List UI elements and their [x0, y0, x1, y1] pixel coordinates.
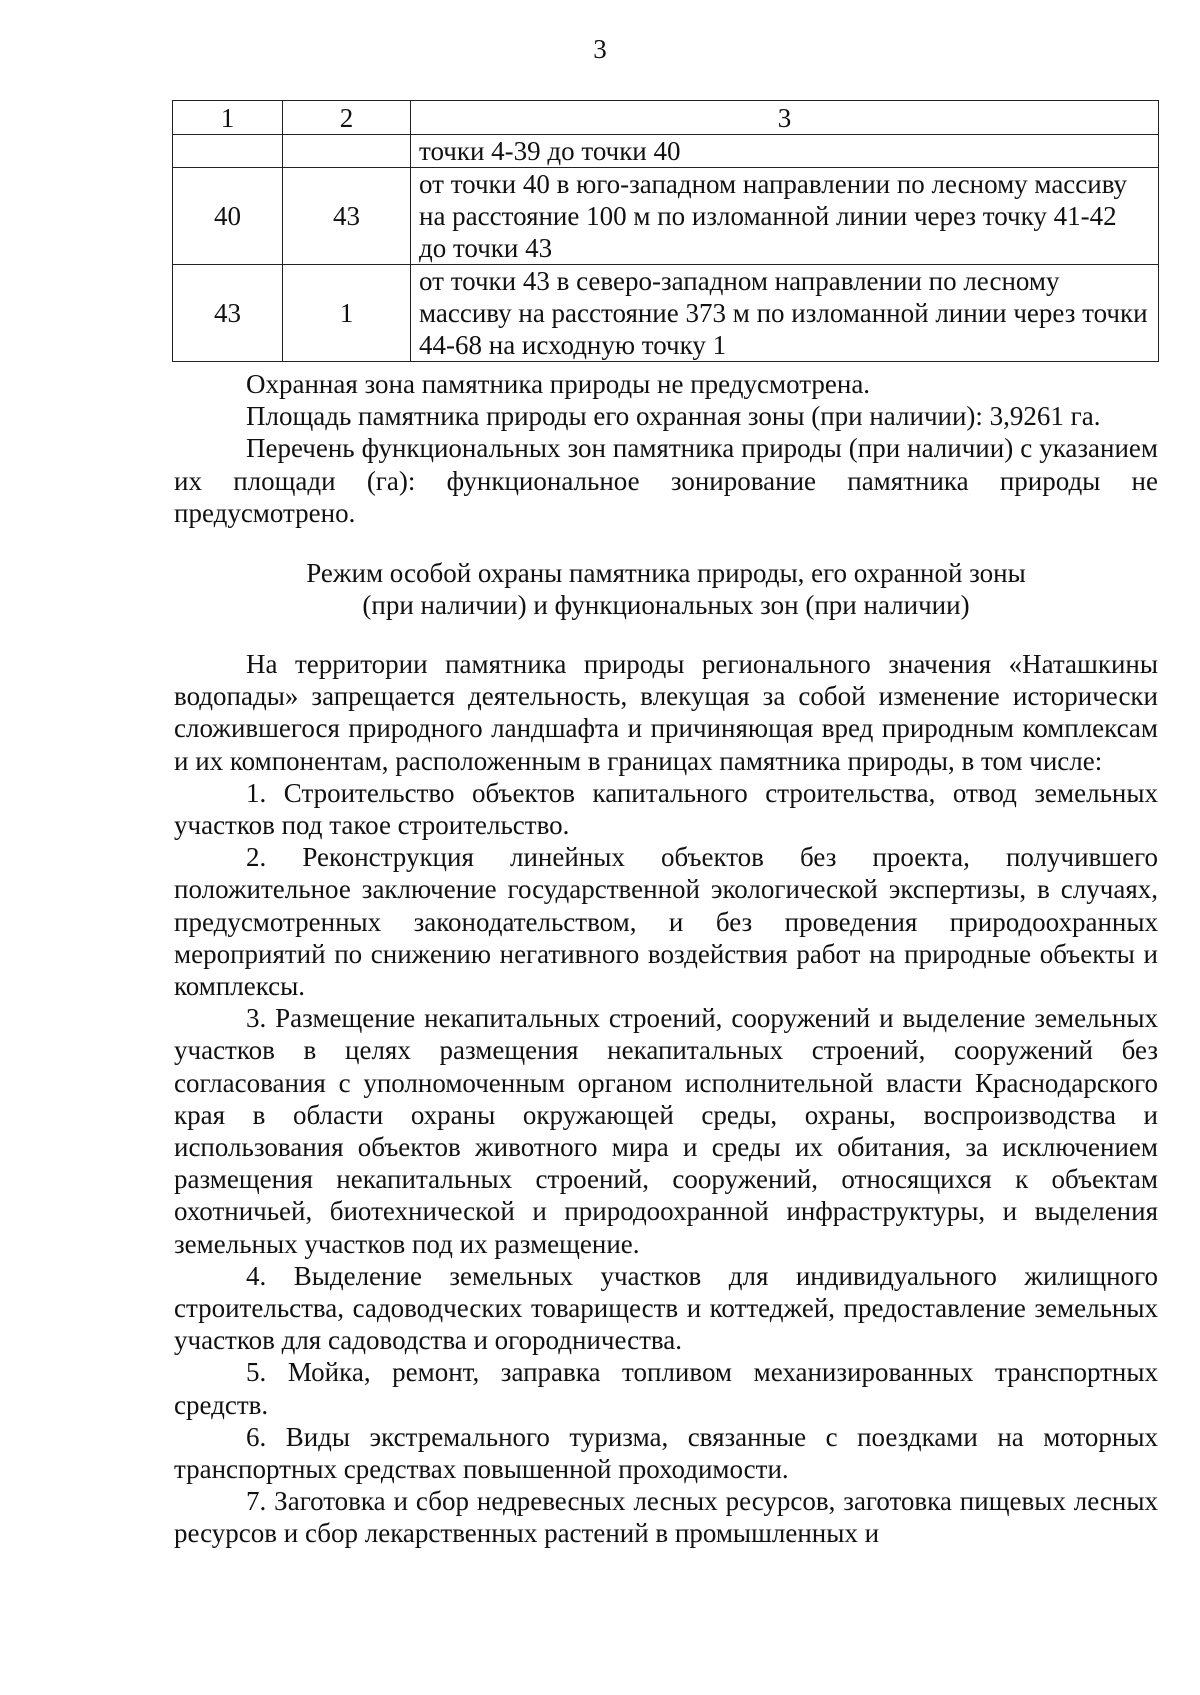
- paragraph: На территории памятника природы регионального значения «Наташкины водопады» запрещается деятельность, влекущая за собой изменение исторически сложившегося природного ландшафта и причиняющая вред природным комплексам и их компонентам, расположенным в границах памятника природы, в том числе:: [174, 649, 1158, 776]
- paragraph: 5. Мойка, ремонт, заправка топливом механизированных транспортных средств.: [174, 1357, 1158, 1420]
- table-header-cell: 1: [173, 101, 283, 135]
- paragraph: 3. Размещение некапитальных строений, сооружений и выделение земельных участков в целях размещения некапитальных строений, сооружений без согласования с уполномоченным органом исполнительной власти Краснодарского края в области охраны окружающей среды, охраны, воспроизводства и использования объектов животного мира и среды их обитания, за исключением размещения некапитальных строений, сооружений, относящихся к объектам охотничьей, биотехнической и природоохранной инфраструктуры, и выделения земельных участков под их размещение.: [174, 1003, 1158, 1259]
- table-cell-to: 43: [283, 168, 411, 265]
- boundary-table: [172, 100, 1159, 362]
- table-row: [173, 168, 1159, 265]
- table-cell-description: от точки 40 в юго-западном направлении по лесному массиву на расстояние 100 м по изломанной линии через точку 41-42 до точки 43: [411, 168, 1159, 265]
- paragraph: 1. Строительство объектов капитального строительства, отвод земельных участков под такое строительство.: [174, 777, 1158, 841]
- table-cell-description: от точки 43 в северо-западном направлении по лесному массиву на расстояние 373 м по изломанной линии через точки 44-68 на исходную точку 1: [411, 265, 1159, 362]
- section-heading-line: (при наличии) и функциональных зон (при наличии): [362, 590, 970, 621]
- table-header-cell: 3: [411, 101, 1159, 135]
- table-header-cell: 2: [283, 101, 411, 135]
- table-header-row: [173, 101, 1159, 135]
- protection-zone-section: [174, 368, 1158, 529]
- table-cell-to: 1: [283, 265, 411, 362]
- paragraph: Перечень функциональных зон памятника природы (при наличии) с указанием их площади (га): функциональное зонирование памятника природы не предусмотрено.: [174, 433, 1158, 528]
- table-row: [173, 265, 1159, 362]
- paragraph: Охранная зона памятника природы не предусмотрена.: [246, 369, 871, 399]
- table-cell-from: 40: [173, 168, 283, 265]
- table-cell-to: [283, 135, 411, 168]
- paragraph: 4. Выделение земельных участков для индивидуального жилищного строительства, садоводческих товариществ и коттеджей, предоставление земельных участков для садоводства и огородничества.: [174, 1260, 1158, 1356]
- section-heading-line: Режим особой охраны памятника природы, его охранной зоны: [306, 558, 1026, 588]
- table-row: [173, 135, 1159, 168]
- table-cell-from: 43: [173, 265, 283, 362]
- paragraph: 2. Реконструкция линейных объектов без проекта, получившего положительное заключение государственной экологической экспертизы, в случаях, предусмотренных законодательством, и без проведения природоохранных мероприятий по снижению негативного воздействия работ на природные объекты и комплексы.: [174, 842, 1158, 1002]
- paragraph: Площадь памятника природы его охранная зоны (при наличии): 3,9261 га.: [246, 401, 1101, 432]
- page-number: 3: [593, 34, 607, 64]
- table-cell-from: [173, 135, 283, 168]
- paragraph: 7. Заготовка и сбор недревесных лесных ресурсов, заготовка пищевых лесных ресурсов и сбор лекарственных растений в промышленных и: [174, 1486, 1158, 1549]
- protection-regime-section: [174, 648, 1158, 1550]
- section-heading: [174, 557, 1158, 621]
- paragraph: 6. Виды экстремального туризма, связанные с поездками на моторных транспортных средствах повышенной проходимости.: [174, 1421, 1158, 1485]
- table-cell-description: точки 4-39 до точки 40: [411, 135, 1159, 168]
